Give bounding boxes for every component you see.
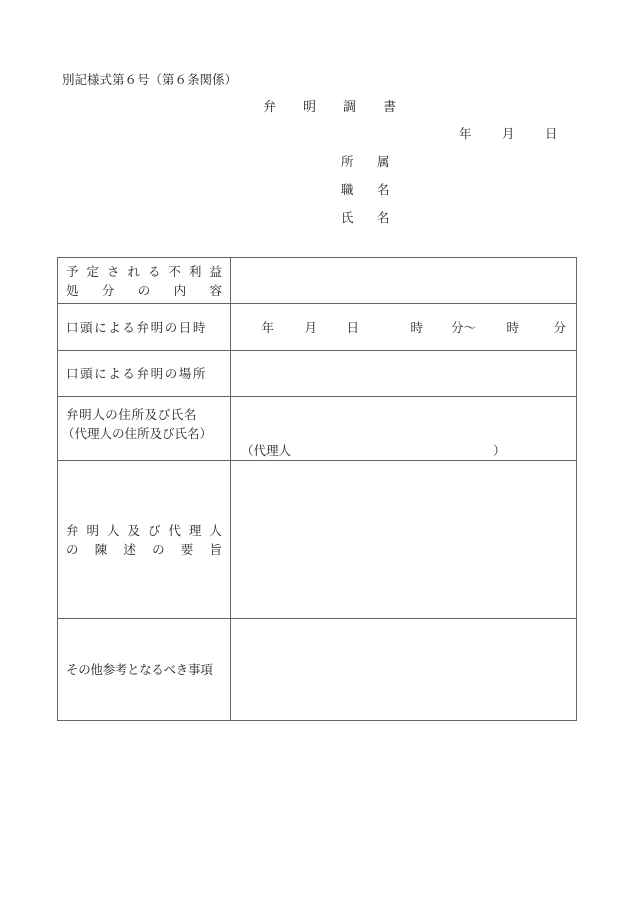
form-number-label: 別記様式第６号（第６条関係）	[62, 72, 238, 87]
label-char: の	[137, 282, 151, 298]
label-char: 述	[123, 541, 136, 557]
label-oral-datetime	[58, 304, 231, 351]
label-char: れ	[127, 263, 140, 279]
table-row-address-name	[58, 397, 577, 461]
label-char: 定	[86, 263, 99, 279]
label-char: 予	[66, 263, 79, 279]
label-statement-summary	[58, 461, 231, 619]
label-char: 利	[188, 263, 202, 279]
proxy-close-paren: ）	[493, 442, 506, 458]
label-char: 容	[209, 282, 222, 298]
label-char: 氏	[341, 210, 354, 225]
value-planned-disposition[interactable]	[231, 258, 577, 304]
title-char: 明	[303, 100, 317, 115]
label-char: 及	[127, 522, 140, 538]
label-char: 名	[377, 210, 390, 225]
label-char: 代	[168, 522, 181, 538]
title-char: 書	[383, 100, 397, 115]
label-char: 内	[173, 282, 187, 298]
month-unit: 月	[502, 126, 515, 141]
label-char: 処	[66, 282, 79, 298]
title-char: 調	[343, 100, 357, 115]
label-char: 分	[101, 282, 115, 298]
label-char: 人	[106, 522, 120, 538]
label-char: 職	[341, 182, 354, 197]
day-unit: 日	[545, 126, 558, 141]
minute-unit-from: 分～	[450, 320, 476, 335]
minute-unit-to: 分	[553, 320, 566, 335]
label-text: 口頭による弁明の日時	[66, 319, 208, 335]
year-unit: 年	[459, 126, 472, 141]
label-char: 益	[209, 263, 222, 279]
label-other-matters	[58, 619, 231, 721]
label-char: 人	[209, 522, 222, 538]
title-char: 弁	[263, 100, 277, 115]
table-row-statement-summary	[58, 461, 577, 619]
table-row-oral-datetime	[58, 304, 577, 351]
year-unit: 年	[261, 320, 274, 335]
label-char: さ	[106, 263, 120, 279]
label-char: 理	[188, 522, 202, 538]
affiliation-field[interactable]	[341, 152, 413, 170]
label-char: の	[66, 541, 79, 557]
label-char: 不	[168, 263, 181, 279]
value-statement-summary[interactable]	[231, 461, 577, 619]
label-char: 陳	[94, 541, 108, 557]
label-address-name	[58, 397, 231, 461]
label-char: 所	[341, 154, 354, 169]
label-char: 旨	[209, 541, 222, 557]
day-unit: 日	[346, 320, 359, 335]
hour-unit: 時	[410, 320, 423, 335]
label-char: 名	[377, 182, 390, 197]
label-char: る	[147, 263, 161, 279]
label-text: 口頭による弁明の場所	[66, 366, 208, 381]
label-char: 要	[180, 541, 194, 557]
position-field[interactable]	[341, 180, 413, 198]
value-other-matters[interactable]	[231, 619, 577, 721]
table-row-oral-place	[58, 351, 577, 397]
document-date[interactable]	[459, 124, 588, 142]
hour-unit: 時	[506, 320, 519, 335]
label-text: （代理人の住所及び氏名）	[62, 425, 213, 441]
value-oral-place[interactable]	[231, 351, 577, 397]
statement-form-table	[57, 257, 577, 721]
label-char: 明	[86, 522, 99, 538]
label-char: 属	[377, 154, 390, 169]
label-char: の	[152, 541, 165, 557]
table-row-other-matters	[58, 619, 577, 721]
label-char: び	[147, 522, 161, 538]
value-address-name[interactable]	[231, 397, 577, 461]
label-text: その他参考となるべき事項	[66, 662, 213, 677]
label-planned-disposition	[58, 258, 231, 304]
name-field[interactable]	[341, 208, 413, 226]
proxy-label: （代理人	[241, 442, 292, 458]
table-row-planned-disposition	[58, 258, 577, 304]
value-oral-datetime[interactable]	[231, 304, 577, 351]
label-text: 弁明人の住所及び氏名	[66, 406, 198, 422]
document-title	[263, 96, 423, 115]
label-char: 弁	[66, 522, 79, 538]
label-oral-place	[58, 351, 231, 397]
month-unit: 月	[304, 320, 317, 335]
